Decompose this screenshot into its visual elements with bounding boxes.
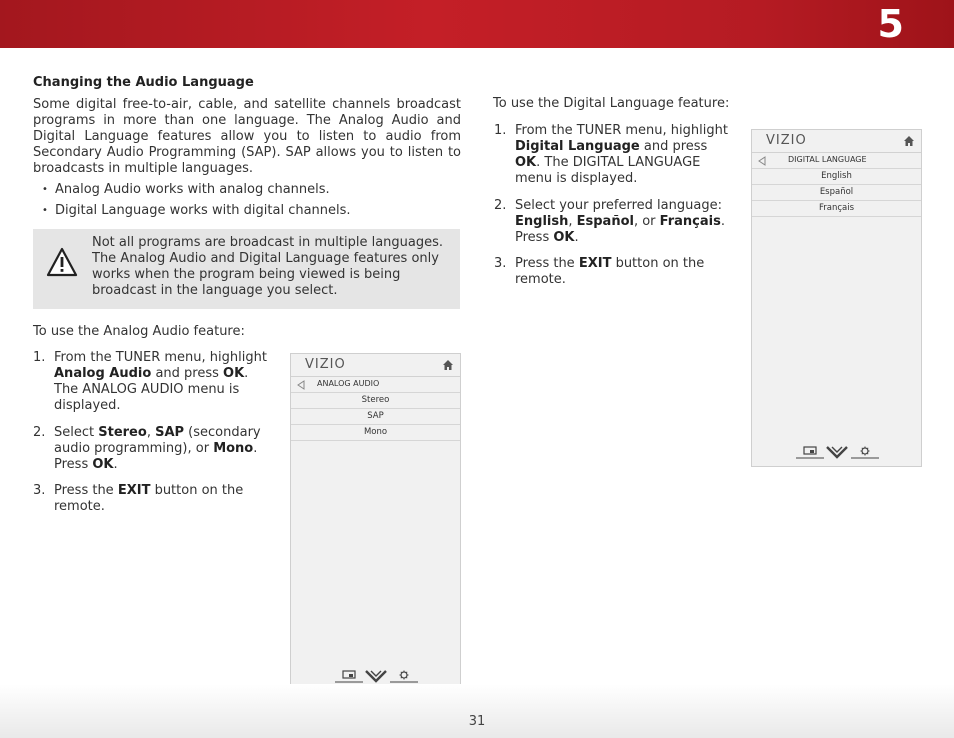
step-text: button on the remote. (54, 483, 244, 514)
back-arrow-icon[interactable] (758, 156, 766, 166)
menu-bottom-bar (752, 445, 921, 461)
step-text: and press (151, 366, 224, 381)
page-number: 31 (468, 714, 486, 729)
warning-triangle-icon (46, 247, 78, 277)
step-emphasis: Digital Language (515, 139, 640, 154)
gear-icon[interactable] (851, 445, 879, 459)
bullet-item (42, 203, 351, 219)
digital-language-menu (751, 129, 922, 467)
step-text: button on the remote. (515, 256, 705, 287)
analog-intro: To use the Analog Audio feature: (33, 324, 245, 339)
step-emphasis: Stereo (98, 425, 147, 440)
section-heading: Changing the Audio Language (33, 75, 254, 90)
bullet-item (42, 182, 330, 198)
digital-step (494, 123, 731, 187)
menu-top-bar (291, 354, 460, 377)
step-text: (secondary audio programming), or (54, 425, 261, 456)
analog-step (33, 483, 270, 515)
bullet-text: Analog Audio works with analog channels. (55, 182, 330, 197)
step-text: . The DIGITAL LANGUAGE menu is displayed. (515, 155, 701, 186)
step-text: Select your preferred language: (515, 198, 722, 213)
step-emphasis: SAP (155, 425, 185, 440)
menu-title: ANALOG AUDIO (317, 379, 380, 388)
bullet-dot: • (42, 184, 48, 195)
step-emphasis: EXIT (578, 256, 612, 271)
chapter-header-bar (0, 0, 954, 48)
step-emphasis: Analog Audio (54, 366, 152, 381)
step-text: Press the (515, 256, 579, 271)
bullet-dot: • (42, 205, 48, 216)
step-text: , (146, 425, 156, 440)
menu-bottom-bar (291, 669, 460, 685)
step-emphasis: EXIT (117, 483, 151, 498)
vizio-logo: VIZIO (766, 133, 807, 148)
chapter-number: 5 (877, 2, 904, 46)
gear-icon[interactable] (390, 669, 418, 683)
digital-step (494, 256, 731, 288)
step-number: 3. (494, 256, 507, 271)
step-emphasis: Español (576, 214, 634, 229)
step-text: From the TUNER menu, highlight (54, 350, 267, 365)
home-icon[interactable] (903, 135, 915, 147)
vizio-v-icon[interactable] (365, 669, 387, 683)
step-emphasis: Français (659, 214, 721, 229)
menu-option-english[interactable]: English (752, 169, 921, 185)
digital-step (494, 198, 733, 246)
bullet-text: Digital Language works with digital channels. (55, 203, 351, 218)
step-text: and press (639, 139, 708, 154)
step-text: From the TUNER menu, highlight (515, 123, 728, 138)
step-emphasis: OK (92, 457, 114, 472)
step-emphasis: OK (553, 230, 575, 245)
step-emphasis: OK (223, 366, 245, 381)
menu-option-sap[interactable]: SAP (291, 409, 460, 425)
analog-step (33, 350, 270, 414)
menu-option-francais[interactable]: Français (752, 201, 921, 217)
menu-option-espanol[interactable]: Español (752, 185, 921, 201)
menu-option-stereo[interactable]: Stereo (291, 393, 460, 409)
step-number: 2. (494, 198, 507, 213)
menu-title-row (291, 377, 460, 393)
step-number: 1. (33, 350, 46, 365)
vizio-logo: VIZIO (305, 357, 346, 372)
step-text: . (574, 230, 579, 245)
intro-paragraph: Some digital free-to-air, cable, and satellite channels broadcast programs in more than one language. The Analog Audio and Digital Language features allow you to listen to audio from Secondary Audio Programming (SAP). SAP allows you to listen to broadcasts in multiple languages. (33, 97, 461, 176)
step-emphasis: English (515, 214, 569, 229)
step-number: 2. (33, 425, 46, 440)
step-text: Select (54, 425, 99, 440)
step-text: Press the (54, 483, 118, 498)
step-number: 3. (33, 483, 46, 498)
menu-title-row (752, 153, 921, 169)
footer-band (0, 684, 954, 738)
menu-option-mono[interactable]: Mono (291, 425, 460, 441)
back-arrow-icon[interactable] (297, 380, 305, 390)
home-icon[interactable] (442, 359, 454, 371)
analog-audio-menu (290, 353, 461, 691)
analog-step (33, 425, 270, 473)
step-text: . Press (54, 441, 258, 472)
digital-intro: To use the Digital Language feature: (493, 96, 730, 111)
step-text: . (113, 457, 118, 472)
step-text: . The ANALOG AUDIO menu is displayed. (54, 366, 249, 413)
step-emphasis: Mono (213, 441, 254, 456)
step-emphasis: OK (515, 155, 537, 170)
menu-title: DIGITAL LANGUAGE (788, 155, 867, 164)
input-icon[interactable] (335, 669, 363, 683)
step-text: , or (633, 214, 660, 229)
note-text: Not all programs are broadcast in multiple languages. The Analog Audio and Digital Language features only works when the program being viewed is being broadcast in the language you select. (92, 235, 444, 298)
input-icon[interactable] (796, 445, 824, 459)
step-text: . Press (515, 214, 725, 245)
vizio-v-icon[interactable] (826, 445, 848, 459)
step-text: , (568, 214, 577, 229)
step-number: 1. (494, 123, 507, 138)
note-box (33, 229, 460, 309)
menu-top-bar (752, 130, 921, 153)
